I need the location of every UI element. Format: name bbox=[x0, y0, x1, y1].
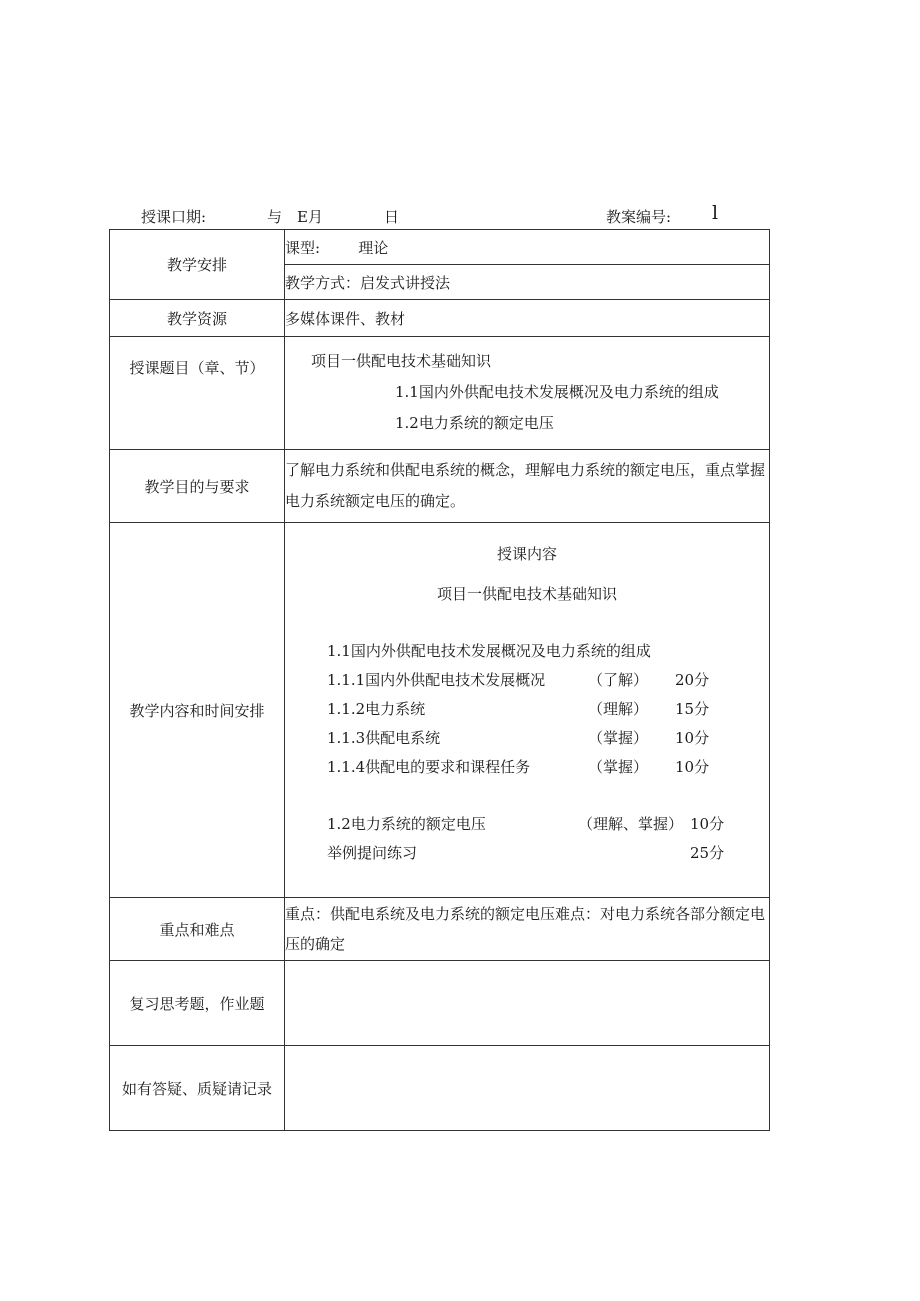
content-item-title: 1.1.2电力系统 bbox=[327, 700, 426, 718]
content-item-time: 25分 bbox=[690, 844, 725, 862]
content-item-tag: （了解） bbox=[588, 671, 649, 689]
arrangement-label: 教学安排 bbox=[110, 230, 285, 300]
review-label: 复习思考题，作业题 bbox=[110, 961, 285, 1046]
goal-label: 教学目的与要求 bbox=[110, 450, 285, 523]
date-month: E月 bbox=[297, 208, 323, 226]
resource-label: 教学资源 bbox=[110, 300, 285, 337]
content-value bbox=[285, 523, 770, 898]
key-text: 重点：供配电系统及电力系统的额定电压难点：对电力系统各部分额定电压的确定 bbox=[285, 898, 770, 961]
content-item-time: 10分 bbox=[675, 758, 710, 776]
row-goal bbox=[110, 450, 770, 523]
content-item-title: 举例提问练习 bbox=[327, 844, 418, 862]
content-project: 项目一供配电技术基础知识 bbox=[436, 585, 617, 603]
content-heading: 授课内容 bbox=[496, 545, 557, 563]
content-item-tag: （掌握） bbox=[588, 758, 649, 776]
topic-line-3: 1.2电力系统的额定电压 bbox=[395, 414, 554, 432]
topic-line-1: 项目一供配电技术基础知识 bbox=[311, 352, 492, 370]
lesson-plan-table bbox=[109, 229, 770, 1131]
content-item-tag: （理解） bbox=[588, 700, 649, 718]
plan-number-label: 教案编号: bbox=[606, 208, 672, 226]
row-key-points bbox=[110, 898, 770, 961]
resource-value: 多媒体课件、教材 bbox=[285, 300, 770, 337]
course-type-text: 课型: 理论 bbox=[285, 238, 389, 257]
content-item-title: 1.1.4供配电的要求和课程任务 bbox=[327, 758, 531, 776]
goal-text: 了解电力系统和供配电系统的概念，理解电力系统的额定电压，重点掌握电力系统额定电压的确定。 bbox=[285, 450, 770, 523]
qa-value[interactable] bbox=[285, 1046, 770, 1131]
row-content bbox=[110, 523, 770, 898]
content-item-title: 1.1.1国内外供配电技术发展概况 bbox=[327, 671, 546, 689]
content-item-title: 1.2电力系统的额定电压 bbox=[327, 815, 486, 833]
content-label: 教学内容和时间安排 bbox=[110, 523, 285, 898]
review-value[interactable] bbox=[285, 961, 770, 1046]
content-item-title: 1.1国内外供配电技术发展概况及电力系统的组成 bbox=[327, 642, 651, 660]
content-item-time: 20分 bbox=[675, 671, 710, 689]
row-topic bbox=[110, 337, 770, 450]
date-day: 日 bbox=[384, 208, 400, 226]
row-review bbox=[110, 961, 770, 1046]
header-line bbox=[0, 202, 920, 228]
content-item-time: 10分 bbox=[690, 815, 725, 833]
date-year: 与 bbox=[267, 208, 283, 226]
topic-value bbox=[285, 337, 770, 450]
row-course-type bbox=[110, 230, 770, 265]
qa-label: 如有答疑、质疑请记录 bbox=[110, 1046, 285, 1131]
content-item-tag: （掌握） bbox=[588, 729, 649, 747]
content-item-title: 1.1.3供配电系统 bbox=[327, 729, 441, 747]
topic-label: 授课题目（章、节） bbox=[110, 337, 285, 450]
teaching-method-value: 教学方式：启发式讲授法 bbox=[285, 265, 770, 300]
key-label: 重点和难点 bbox=[110, 898, 285, 961]
content-item-time: 10分 bbox=[675, 729, 710, 747]
topic-line-2: 1.1国内外供配电技术发展概况及电力系统的组成 bbox=[395, 383, 719, 401]
plan-number-value: l bbox=[712, 202, 719, 224]
course-type-value bbox=[285, 230, 770, 265]
content-item-time: 15分 bbox=[675, 700, 710, 718]
content-item-tag: （理解、掌握） bbox=[578, 815, 684, 833]
date-label: 授课口期: bbox=[141, 208, 207, 226]
row-qa bbox=[110, 1046, 770, 1131]
row-resource bbox=[110, 300, 770, 337]
